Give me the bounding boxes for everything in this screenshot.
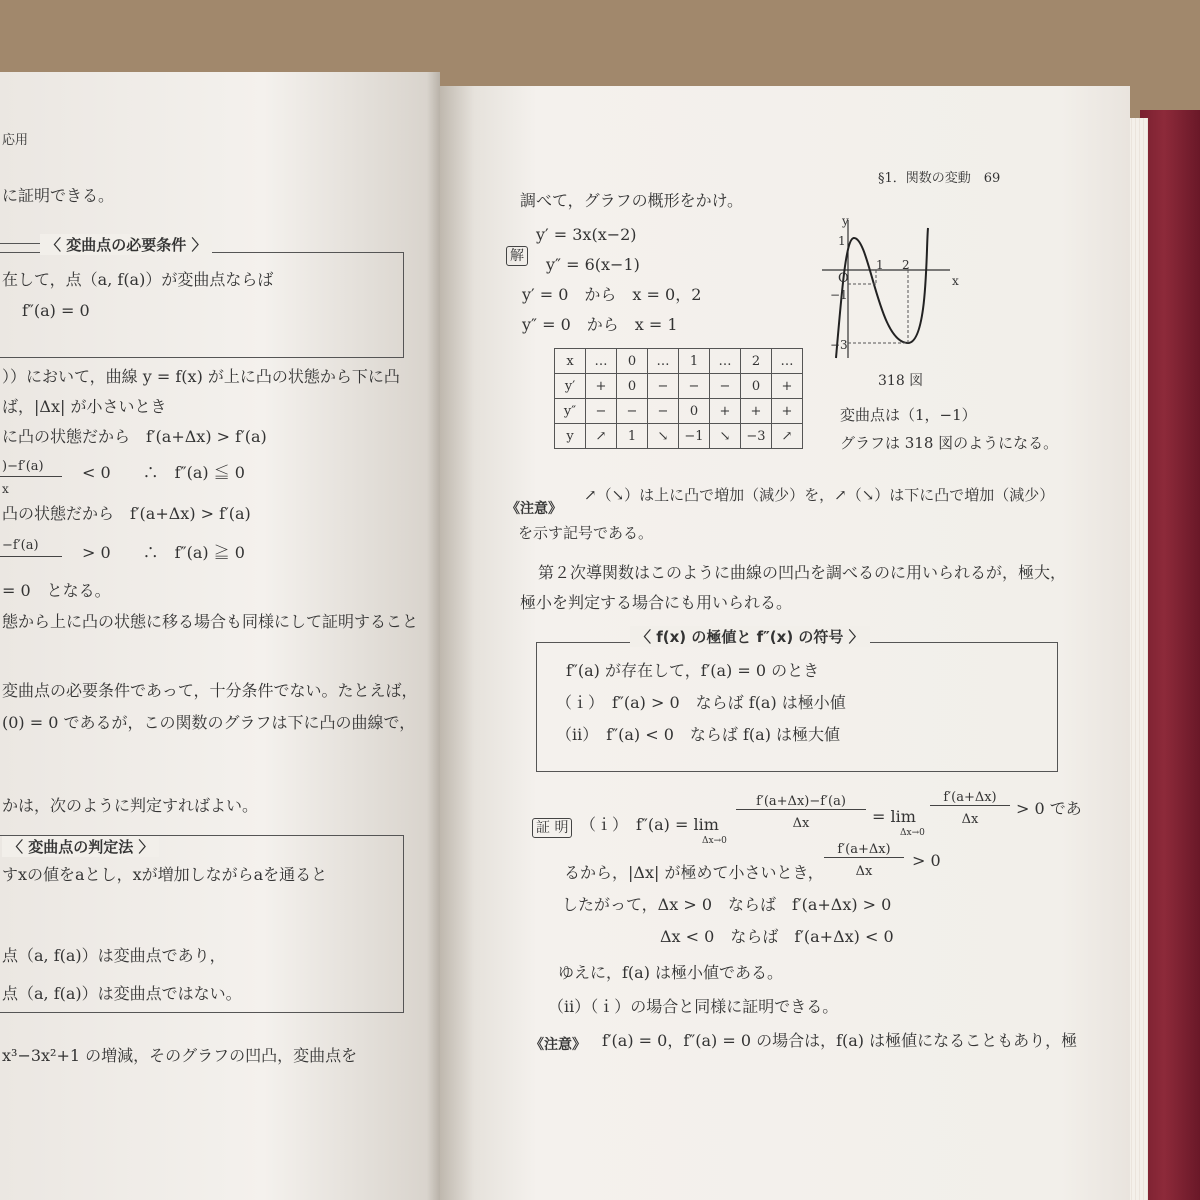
text-line: かは，次のように判定すればよい。 (2, 796, 259, 815)
fraction-denominator: Δx (792, 816, 810, 831)
proof-text: > 0 であ (1016, 799, 1082, 818)
table-cell: ↘ (710, 424, 741, 449)
table-cell: 0 (617, 374, 648, 399)
lim-subscript: Δx→0 (900, 828, 925, 838)
proof-line: ゆえに，f(a) は極小値である。 (558, 963, 784, 982)
proof-line: Δx < 0 ならば f′(a+Δx) < 0 (660, 927, 894, 946)
text-line: 点（a, f(a)）は変曲点であり， (2, 946, 226, 965)
exercise-intro: 調べて，グラフの概形をかけ。 (520, 191, 744, 210)
text-line: x³−3x²+1 の増減，そのグラフの凹凸，変曲点を (2, 1046, 358, 1065)
solution-line: y″ = 6(x−1) (546, 255, 640, 274)
proof-text: > 0 (912, 851, 941, 870)
left-page-header: 応用 (2, 133, 29, 148)
table-cell: 2 (741, 349, 772, 374)
table-cell: … (710, 349, 741, 374)
table-row (555, 374, 803, 399)
solution-line: y′ = 3x(x−2) (536, 225, 637, 244)
text-line: (0) = 0 であるが，この関数のグラフは下に凸の曲線で， (2, 713, 416, 732)
solution-line: y′ = 0 から x = 0，2 (522, 285, 702, 304)
fraction-numerator: f′(a+Δx) (930, 790, 1010, 806)
table-cell: −3 (741, 424, 772, 449)
table-cell: + (710, 399, 741, 424)
text-line: )−f′(a) (2, 459, 44, 474)
table-cell: … (586, 349, 617, 374)
text-line: −f′(a) (2, 538, 39, 553)
right-page-header: §1．関数の変動 69 (878, 171, 1001, 186)
table-cell: 1 (679, 349, 710, 374)
box-line: f″(a) が存在して，f′(a) = 0 のとき (566, 661, 820, 680)
table-cell: 0 (741, 374, 772, 399)
table-row (555, 424, 803, 449)
table-cell: x (555, 349, 586, 374)
table-cell: − (617, 399, 648, 424)
table-cell: ↗ (586, 424, 617, 449)
text-line: すxの値をaとし，xが増加しながらaを通ると (2, 865, 328, 884)
figure-caption: 318 図 (878, 373, 924, 389)
text-line: 点（a, f(a)）は変曲点ではない。 (2, 984, 242, 1003)
note-tag: 《注意》 (506, 501, 562, 517)
fraction-denominator: Δx (961, 812, 979, 827)
table-cell: −1 (679, 424, 710, 449)
text-line: < 0 ∴ f″(a) ≦ 0 (82, 463, 245, 482)
note-line: を示す記号である。 (518, 524, 654, 542)
text-line: f″(a) = 0 (22, 301, 90, 320)
table-cell: − (586, 399, 617, 424)
note-line: f′(a) = 0，f″(a) = 0 の場合は，f(a) は極値になることもあり，極 (602, 1031, 1078, 1050)
note-tag: 《注意》 (530, 1037, 586, 1053)
fraction-bar (0, 476, 62, 477)
proof-line: （ｉ） f″(a) = lim (580, 815, 719, 834)
text-line: = 0 となる。 (2, 581, 111, 600)
table-cell: 0 (617, 349, 648, 374)
table-cell: + (772, 399, 803, 424)
curve (836, 228, 928, 358)
table-cell: 1 (617, 424, 648, 449)
table-cell: … (772, 349, 803, 374)
text-line: 在して，点（a, f(a)）が変曲点ならば (2, 270, 274, 289)
side-line: 変曲点は（1，−1） (840, 406, 977, 424)
y-axis-label: y (842, 214, 849, 228)
fraction-numerator: f′(a+Δx)−f′(a) (736, 794, 866, 810)
table-cell: 0 (679, 399, 710, 424)
box-line: （ｉ） f″(a) > 0 ならば f(a) は極小値 (556, 693, 846, 712)
table-cell: y′ (555, 374, 586, 399)
box-line: （ii） f″(a) < 0 ならば f(a) は極大値 (556, 725, 841, 744)
table-cell: ↘ (648, 424, 679, 449)
tick-label: −1 (830, 288, 848, 302)
table-cell: + (772, 374, 803, 399)
fraction-numerator: f′(a+Δx) (824, 842, 904, 858)
paragraph-line: 第２次導関数はこのように曲線の凹凸を調べるのに用いられるが，極大， (538, 563, 1067, 582)
lim-subscript: Δx→0 (702, 836, 727, 846)
tick-label: 1 (876, 258, 884, 272)
text-line: 態から上に凸の状態に移る場合も同様にして証明すること (2, 612, 419, 631)
paragraph-line: 極小を判定する場合にも用いられる。 (520, 593, 793, 612)
tick-label: −3 (830, 338, 848, 352)
proof-tag: 証 明 (532, 818, 572, 838)
proof-text: = lim (872, 807, 916, 826)
side-line: グラフは 318 図のようになる。 (840, 434, 1059, 452)
text-line: x (2, 482, 9, 496)
origin-label: O (838, 271, 849, 286)
solution-tag: 解 (506, 246, 528, 266)
variation-table (554, 348, 803, 449)
tick-label: 1 (838, 234, 846, 248)
fraction-denominator: Δx (855, 864, 873, 879)
box-title-extremum: 〈 f(x) の極値と f″(x) の符号 〉 (630, 626, 870, 647)
table-cell: y (555, 424, 586, 449)
table-cell: + (741, 399, 772, 424)
text-line: 凸の状態だから f′(a+Δx) > f′(a) (2, 504, 251, 523)
table-cell: y″ (555, 399, 586, 424)
solution-line: y″ = 0 から x = 1 (522, 315, 678, 334)
box-title-test: 〈 変曲点の判定法 〉 (2, 836, 159, 857)
table-cell: − (648, 399, 679, 424)
note-line: ↗（↘）は上に凸で増加（減少）を，↗（↘）は下に凸で増加（減少） (584, 486, 1055, 504)
table-row (555, 349, 803, 374)
proof-line: るから，|Δx| が極めて小さいとき， (564, 863, 824, 882)
table-cell: ↗ (772, 424, 803, 449)
fraction-bar (0, 556, 62, 557)
text-line: > 0 ∴ f″(a) ≧ 0 (82, 543, 245, 562)
table-cell: − (679, 374, 710, 399)
table-cell: − (648, 374, 679, 399)
text-line: ば，|Δx| が小さいとき (2, 397, 167, 416)
box-title-necessary: 〈 変曲点の必要条件 〉 (40, 234, 212, 255)
x-axis-label: x (952, 274, 959, 288)
book-cover-edge (1140, 110, 1200, 1200)
text-line: 変曲点の必要条件であって，十分条件でない。たとえば， (2, 681, 418, 700)
table-row (555, 399, 803, 424)
left-page (0, 72, 440, 1200)
text-line: に証明できる。 (2, 186, 115, 205)
proof-line: したがって，Δx > 0 ならば f′(a+Δx) > 0 (562, 895, 892, 914)
text-line: に凸の状態だから f′(a+Δx) > f′(a) (2, 427, 267, 446)
table-cell: … (648, 349, 679, 374)
right-page (440, 86, 1130, 1200)
text-line: ））において，曲線 y = f(x) が上に凸の状態から下に凸 (2, 367, 400, 386)
table-cell: + (586, 374, 617, 399)
tick-label: 2 (902, 258, 910, 272)
table-cell: − (710, 374, 741, 399)
divider (0, 243, 40, 244)
proof-line: （ii）（ｉ）の場合と同様に証明できる。 (548, 997, 839, 1016)
